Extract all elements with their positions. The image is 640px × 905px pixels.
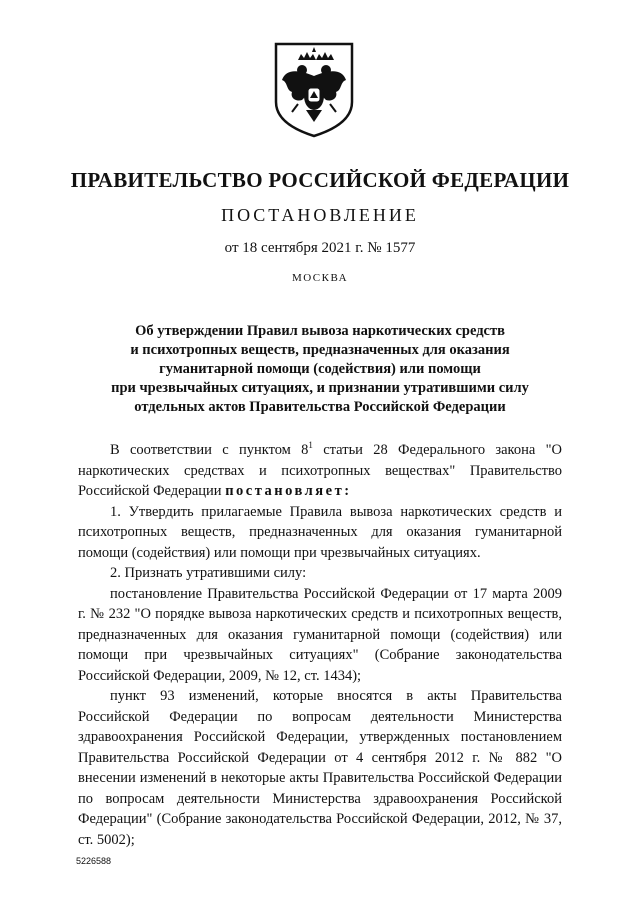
intro-paragraph: В соответствии с пунктом $8^1$ статьи 28 Федерального закона "О наркотических средствах и психотропных веществах" Правительство Российской Федерации постановляет:	[78, 440, 562, 499]
heading-line: Об утверждении Правил вывоза наркотических средств	[135, 323, 505, 339]
paragraph-3: постановление Правительства Российской Федерации от 17 марта 2009 г. № 232 "О порядке вывоза наркотических средств и психотропных веществ, предназначенных для оказания гуманитарной помощи (содействия) или помощи при чрезвычайных ситуациях" (Собрание законодательства Российской Федерации, 2009, № 12, ст. 1434);	[78, 585, 562, 684]
decree-word: постановляет:	[225, 483, 352, 499]
paragraph-2: 2. Признать утратившими силу:	[110, 565, 307, 581]
paragraph-4: пункт 93 изменений, которые вносятся в акты Правительства Российской Федерации по вопросам деятельности Министерства здравоохранения Российской Федерации, утвержденных постановлением Правительства Российской Федерации от 4 сентября 2012 г. № 882 "О внесении изменений в некоторые акты Правительства Российской Федерации по вопросам деятельности Министерства здравоохранения Российской Федерации" (Собрание законодательства Российской Федерации, 2012, № 37, ст. 5002);	[78, 688, 562, 848]
heading-line: отдельных актов Правительства Российской Федерации	[134, 399, 506, 415]
city-name: МОСКВА	[291, 272, 349, 284]
date-number-line: от 18 сентября 2021 г. № 1577	[224, 240, 416, 256]
superscript: 1	[308, 440, 313, 451]
heading-line: и психотропных веществ, предназначенных для оказания	[130, 342, 510, 358]
heading-line: при чрезвычайных ситуациях, и признании утратившими силу	[111, 380, 529, 396]
document-code: 5226588	[76, 856, 112, 866]
document-heading	[80, 322, 560, 417]
government-title: ПРАВИТЕЛЬСТВО РОССИЙСКОЙ ФЕДЕРАЦИИ	[70, 168, 570, 192]
document-body	[78, 440, 562, 850]
paragraph-1: 1. Утвердить прилагаемые Правила вывоза наркотических средств и психотропных веществ, предназначенных для оказания гуманитарной помощи (содействия) или помощи при чрезвычайных ситуациях.	[78, 503, 562, 561]
heading-line: гуманитарной помощи (содействия) или помощи	[159, 361, 481, 377]
document-type: ПОСТАНОВЛЕНИЕ	[221, 205, 419, 225]
coat-of-arms-icon	[268, 40, 360, 140]
